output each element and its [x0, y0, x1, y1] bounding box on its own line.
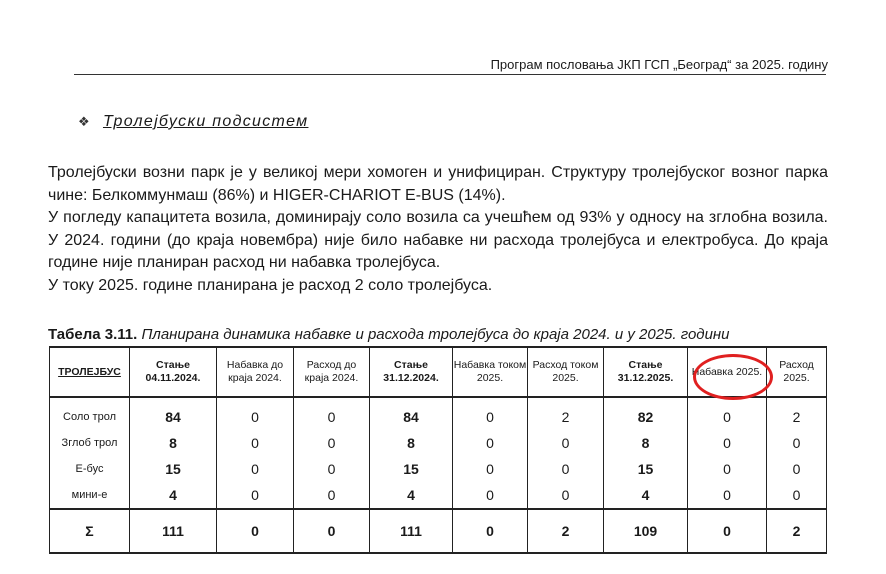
table-cell: 0: [294, 482, 370, 509]
table-cell: 0: [294, 456, 370, 482]
table-number: Табела 3.11.: [48, 326, 138, 343]
table-cell: 0: [217, 397, 294, 430]
header-cell: Набавка током 2025.: [453, 347, 528, 397]
table-cell: 4: [604, 482, 688, 509]
table-cell: 8: [604, 430, 688, 456]
table-row: [50, 456, 827, 482]
row-label-cell: Зглоб трол: [50, 430, 130, 456]
section-title: Тролејбуски подсистем: [102, 113, 309, 130]
table-cell: 8: [130, 430, 217, 456]
table-cell: 0: [453, 430, 528, 456]
table-sum-row: [50, 509, 827, 553]
table-row: [50, 397, 827, 430]
table-cell: 84: [370, 397, 453, 430]
header-cell: Набавка до краја 2024.: [217, 347, 294, 397]
table-cell: 8: [370, 430, 453, 456]
table-cell: 84: [130, 397, 217, 430]
table-cell: 15: [370, 456, 453, 482]
table-cell: 2: [767, 509, 827, 553]
table-cell: 4: [370, 482, 453, 509]
row-label-cell: Е-бус: [50, 456, 130, 482]
table-cell: 0: [688, 456, 767, 482]
table-cell: 0: [294, 509, 370, 553]
table-cell: 2: [528, 397, 604, 430]
header-cell: Стање 04.11.2024.: [130, 347, 217, 397]
row-label-cell: мини-е: [50, 482, 130, 509]
paragraph-2: У погледу капацитета возила, доминирају соло возила са учешћем од 93% у односу на зглобна возила. У 2024. години (до краја новембра) није било набавке ни расхода тролејбуса и електробуса. До краја године није планиран расход ни набавка тролејбуса.: [48, 209, 828, 271]
table-cell: 2: [528, 509, 604, 553]
table-cell: 0: [528, 482, 604, 509]
table-cell: 111: [130, 509, 217, 553]
document-header: Програм пословања ЈКП ГСП „Београд“ за 2025. годину: [490, 57, 828, 72]
header-cell: Стање 31.12.2025.: [604, 347, 688, 397]
row-label-cell: Соло трол: [50, 397, 130, 430]
table-row: [50, 430, 827, 456]
paragraph-3: У току 2025. године планирана је расход 2 соло тролејбуса.: [48, 276, 493, 294]
table-cell: 2: [767, 397, 827, 430]
table-row: [50, 482, 827, 509]
table-cell: 0: [294, 430, 370, 456]
table-cell: 0: [453, 456, 528, 482]
table-cell: 0: [217, 482, 294, 509]
table-cell: 0: [688, 430, 767, 456]
red-highlight-circle: [693, 354, 773, 400]
table-cell: 0: [217, 509, 294, 553]
header-cell: Расход 2025.: [767, 347, 827, 397]
table-cell: 0: [294, 397, 370, 430]
table-cell: 0: [453, 509, 528, 553]
section-heading: [78, 113, 308, 131]
table-caption: [48, 326, 730, 343]
header-cell: Расход током 2025.: [528, 347, 604, 397]
header-cell: Стање 31.12.2024.: [370, 347, 453, 397]
header-cell: ТРОЛЕЈБУС: [50, 347, 130, 397]
table-cell: 0: [767, 430, 827, 456]
table-cell: 109: [604, 509, 688, 553]
table-cell: 0: [528, 456, 604, 482]
table-cell: 0: [688, 482, 767, 509]
table-cell: 15: [130, 456, 217, 482]
diamond-bullet-icon: ❖: [78, 114, 91, 129]
row-label-cell: Σ: [50, 509, 130, 553]
table-cell: 0: [217, 456, 294, 482]
table-cell: 0: [453, 397, 528, 430]
table-cell: 0: [767, 456, 827, 482]
table-cell: 0: [688, 509, 767, 553]
table-cell: 111: [370, 509, 453, 553]
table-cell: 0: [688, 397, 767, 430]
table-cell: 0: [528, 430, 604, 456]
table-cell: 82: [604, 397, 688, 430]
body-text: [48, 162, 828, 297]
table-caption-text: Планирана динамика набавке и расхода тролејбуса до краја 2024. и у 2025. години: [141, 326, 730, 343]
table-cell: 4: [130, 482, 217, 509]
header-rule: [74, 74, 826, 75]
table-cell: 0: [453, 482, 528, 509]
table-cell: 0: [767, 482, 827, 509]
header-cell: Набавка 2025.: [688, 347, 767, 397]
table-cell: 0: [217, 430, 294, 456]
table-cell: 15: [604, 456, 688, 482]
header-cell: Расход до краја 2024.: [294, 347, 370, 397]
paragraph-1: Тролејбуски возни парк је у великој мери хомоген и унифициран. Структуру тролејбуског возног парка чине: Белкоммунмаш (86%) и HIGER-CHARIOT E-BUS (14%).: [48, 164, 828, 204]
